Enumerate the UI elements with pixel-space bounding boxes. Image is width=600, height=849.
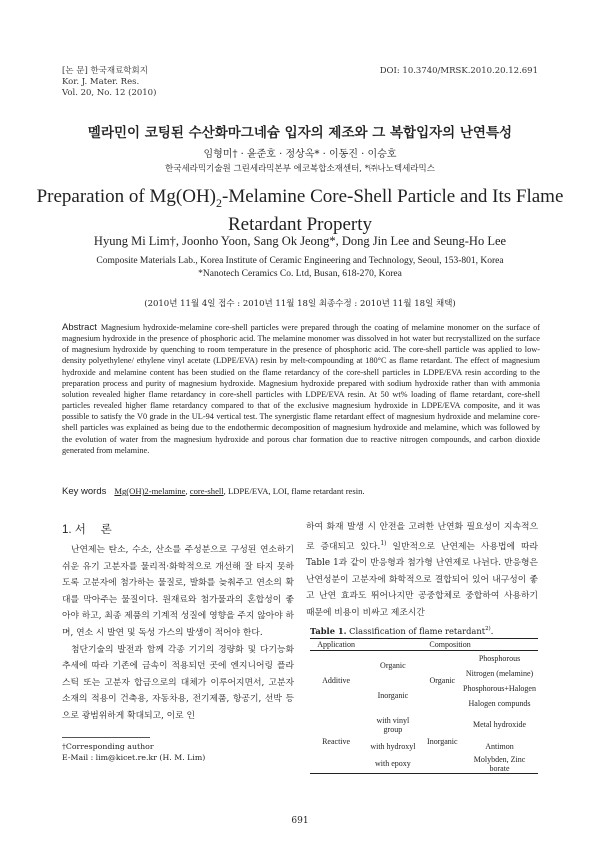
- left-column: [62, 542, 294, 725]
- affiliation-english: [0, 255, 600, 281]
- keywords-rest: , LDPE/EVA, LOI, flame retardant resin.: [223, 486, 365, 496]
- affiliation-english-1: Composite Materials Lab., Korea Institute of Ceramic Engineering and Technology, Seoul, 153-801, Korea: [96, 256, 504, 266]
- title-korean: 멜라민이 코팅된 수산화마그네슘 입자의 제조와 그 복합입자의 난연특성: [87, 125, 513, 141]
- affiliation-korean: 한국세라믹기술원 그린세라믹본부 에코복합소재센터, *㈜나노텍세라믹스: [165, 164, 435, 174]
- abstract-text: Magnesium hydroxide-melamine core-shell particles were prepared through the coating of melamine monomer on the surface of magnesium hydroxide in the presence of phosphoric acid. The melamine monomer was dissolved in hot water but recrystallized on the surface of magnesium hydroxide by quenching to room temperature in the presence of phosphoric acid. The core-shell particle was applied to low-density polyethylene/ ethylene vinyl acetate (LDPE/EVA) resin by melt-compounding at 180°C as flame retardant. The effect of magnesium hydroxide and melamine content has been studied on the flame retardancy of the core-shell particles in LDPE/EVA resin according to the preparation process and purity of magnesium hydroxide. Magnesium hydroxide prepared with sodium hydroxide rather than with ammonia solution revealed higher flame retardancy in core-shell particles with LDPE/EVA resin. At 50 wt% loading of flame retardant, core-shell particles revealed higher flame retardancy compared to that of the exclusive magnesium hydroxide in LDPE/EVA composite, and it was possible to satisfy the V0 grade in the UL-94 vertical test. The synergistic flame retardant effect of magnesium hydroxide and melamine core-shell particles was explained as being due to the endothermic decomposition of magnesium hydroxide and melamine, which was followed by the evolution of water from the magnesium hydroxide and porous char formation due to reactive nitrogen compounds, and carbon dioxide generated from melamine.: [62, 323, 540, 455]
- keyword-2: core-shell: [189, 486, 224, 496]
- page-number: 691: [291, 816, 309, 826]
- table-caption: Table 1. Classification of flame retardant$^{2)}$.: [310, 626, 494, 636]
- author-email: E-Mail : lim@kicet.re.kr (H. M. Lim): [62, 753, 206, 762]
- table-cell-halogen: Halogen compunds: [468, 698, 531, 708]
- table-cell-additive: Additive: [322, 676, 351, 686]
- table-cell-organic: Organic: [380, 661, 406, 671]
- title-english-line1: Preparation of $Mg(OH)_2$-Melamine Core-Shell Particle and Its Flame: [36, 186, 564, 210]
- journal-volume: Vol. 20, No. 12 (2010): [62, 88, 157, 98]
- table-cell-organic-2: Organic: [429, 676, 456, 686]
- table-cell-vinyl: with vinyl group: [376, 715, 410, 734]
- journal-info: [62, 66, 156, 99]
- table-cell-epoxy: with epoxy: [374, 759, 411, 768]
- section-heading-introduction: 1. 서 론: [62, 524, 112, 536]
- footnote-divider: [62, 737, 150, 738]
- title-english: [20, 186, 580, 236]
- table-header-row: [310, 639, 538, 651]
- received-dates: (2010년 11월 4일 접수 : 2010년 11월 18일 최종수정 : 2010년 11월 18일 채택): [144, 299, 456, 309]
- authors-korean: 임형미† · 윤준호 · 정상옥* · 이동진 · 이승호: [203, 149, 397, 160]
- table-row: [310, 651, 538, 666]
- table-cell-hydroxyl: with hydroxyl: [370, 742, 416, 751]
- keywords: Key words Mg(OH)2-melamine, core-shell, LDPE/EVA, LOI, flame retardant resin.: [62, 486, 365, 497]
- table-cell-nitrogen: Nitrogen (melamine): [465, 668, 534, 678]
- table-header-composition: Composition: [429, 640, 471, 649]
- doi: DOI: 10.3740/MRSK.2010.20.12.691: [379, 66, 538, 76]
- abstract-label: Abstract: [62, 322, 97, 333]
- intro-paragraph-2: 첨단기술의 발전과 함께 각종 기기의 경량화 및 다기능화 추세에 따라 기존에 금속이 적용되던 곳에 엔지니어링 플라스틱 또는 고분자 합금으로의 대체가 이루어지면서, 고분자 소재의 적용이 건축용, 자동차용, 전기제품, 항공기, 선박 등으로 광범위하게 확대되고, 이로 인: [62, 644, 294, 721]
- title-english-line2: Retardant Property: [227, 213, 373, 235]
- abstract: [62, 322, 540, 456]
- table-cell-phosphorous: Phosphorous: [478, 653, 521, 663]
- table-cell-reactive: Reactive: [322, 737, 351, 746]
- footnote: [62, 741, 205, 763]
- keyword-1: Mg(OH)2-melamine: [114, 486, 186, 496]
- table-cell-phos-halogen: Phosphorous+Halogen: [463, 683, 536, 693]
- table-cell-inorganic-2: Inorganic: [427, 737, 458, 746]
- corresponding-author: †Corresponding author: [62, 742, 154, 751]
- journal-name: [논 문] 한국재료학회지: [62, 66, 148, 76]
- journal-abbrev: Kor. J. Mater. Res.: [62, 77, 140, 87]
- table-header-application: Application: [317, 640, 355, 649]
- affiliation-english-2: *Nanotech Ceramics Co. Ltd, Busan, 618-270, Korea: [198, 269, 402, 279]
- right-column: [306, 519, 538, 621]
- classification-table: [310, 638, 538, 774]
- table-cell-metal-hydroxide: Metal hydroxide: [472, 720, 527, 729]
- authors-english: Hyung Mi Lim†, Joonho Yoon, Sang Ok Jeong*, Dong Jin Lee and Seung-Ho Lee: [93, 234, 507, 248]
- table-cell-antimon: Antimon: [485, 742, 514, 751]
- intro-paragraph-1: 난연제는 탄소, 수소, 산소를 주성분으로 구성된 연소하기 쉬운 유기 고분자를 물리적·화학적으로 개선해 잘 타지 못하도록 고분자에 첨가하는 물질로, 발화를 늦춰주고 연소의 확대를 막아주는 물질이다. 원재료와 첨가물과의 혼합성이 좋아야 하고, 최종 제품의 기계적 성질에 영향을 주지 않아야 하며, 연소 시 발연 및 독성 가스의 발생이 적어야 한다.: [62, 545, 294, 638]
- table-cell-inorganic: Inorganic: [377, 691, 409, 700]
- keywords-label: Key words: [62, 486, 107, 497]
- table-row: [310, 711, 538, 739]
- table-cell-molybden: Molybden, Zinc borate: [473, 754, 526, 773]
- intro-paragraph-continued: 하여 화재 발생 시 안전을 고려한 난연화 필요성이 지속적으로 증대되고 있다.$^{1)}$ 일반적으로 난연제는 사용법에 따라 Table 1과 같이 반응형과 첨가형 난연제로 나뉜다. 반응형은 난연성분이 고분자에 화학적으로 결합되어 있어 내구성이 좋고 난연 효과도 뛰어나지만 공중합체로 중합하여 사용하기 때문에 비용이 비싸고 제조시간: [306, 522, 539, 618]
